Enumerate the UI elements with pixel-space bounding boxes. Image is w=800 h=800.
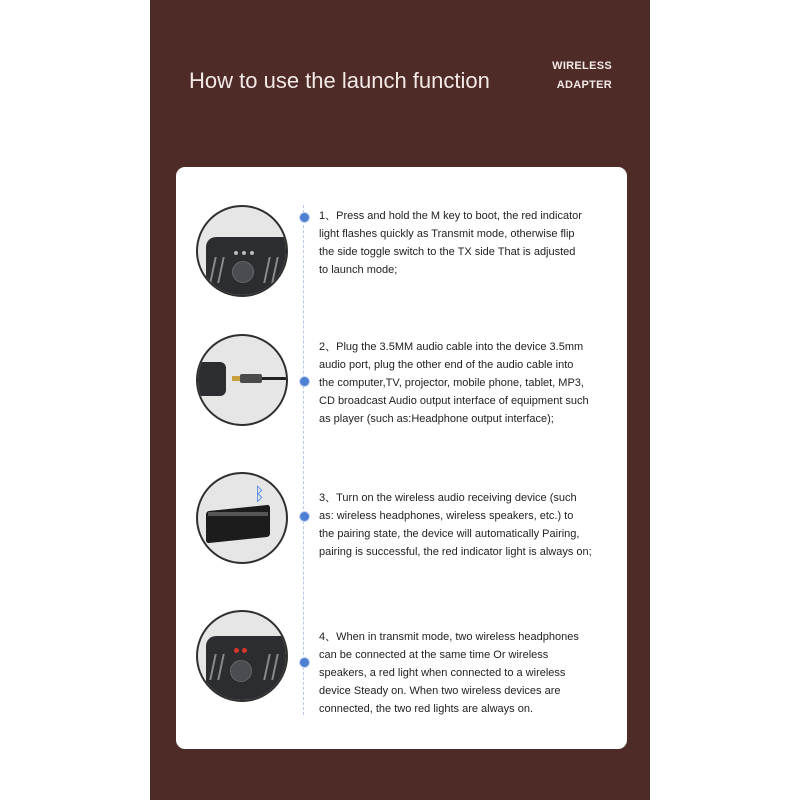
bluetooth-icon: ᛒ [254,484,265,505]
timeline-dot [299,511,310,522]
brand-label [540,57,612,95]
adapter-red-lights-icon [196,610,288,702]
timeline-dot [299,376,310,387]
step-3-text: 3、Turn on the wireless audio receiving device (such as: wireless headphones, wireless speakers, etc.) to the pairing state, the device will automatically Pairing, pairing is successful, the red indicator light is always on; [319,492,592,558]
timeline-line [303,205,304,715]
timeline-dot [299,657,310,668]
bluetooth-speaker-icon [196,472,288,564]
step-1-text: 1、Press and hold the M key to boot, the red indicator light flashes quickly as Transmit mode, otherwise flip the side toggle switch to the TX side That is adjusted to launch mode; [319,210,582,276]
page-title: How to use the launch function [189,68,490,93]
audio-cable-icon [196,334,288,426]
step-2-text: 2、Plug the 3.5MM audio cable into the device 3.5mm audio port, plug the other end of the audio cable into the computer,TV, projector, mobile phone, tablet, MP3, CD broadcast Audio output interface of equipment such as player (such as:Headphone output interface); [319,341,589,425]
brand-line-1: WIRELESS [552,60,612,72]
timeline-dot [299,212,310,223]
step-4-text: 4、When in transmit mode, two wireless headphones can be connected at the same time Or wireless speakers, a red light when connected to a wireless device Steady on. When two wireless devices are connected, the two red lights are always on. [319,631,579,715]
adapter-device-icon [196,205,288,297]
brand-line-2: ADAPTER [556,79,612,91]
